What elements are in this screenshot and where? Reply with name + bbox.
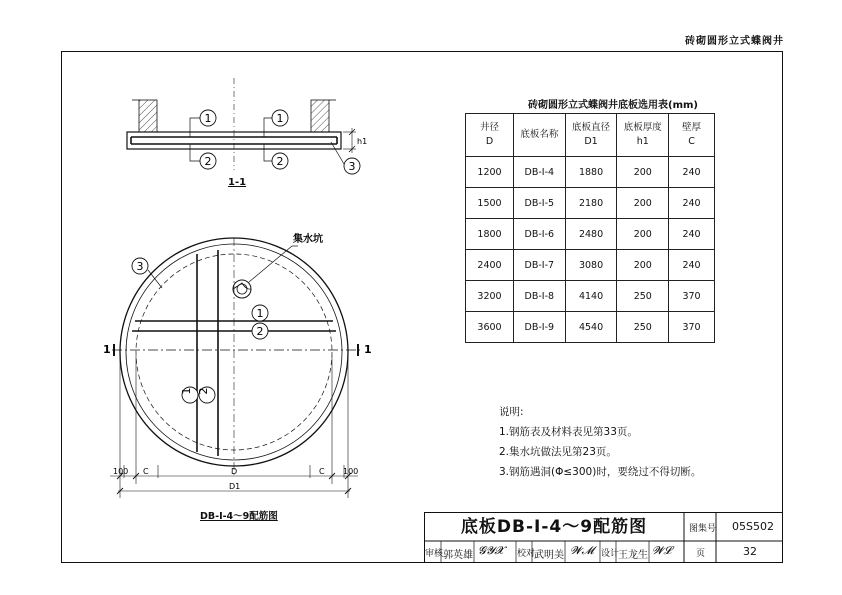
table-cell: 240	[669, 157, 715, 188]
table-cell: 1880	[565, 157, 617, 188]
check-label: 校对	[517, 549, 536, 559]
dim-offset-left: 100	[113, 467, 129, 476]
table-cell: 3600	[466, 312, 514, 343]
dim-d: D	[231, 467, 238, 476]
column-header: 井径 D	[466, 114, 514, 157]
callout-number: 1	[204, 112, 212, 125]
dim-offset-right: 100	[343, 467, 359, 476]
table-cell: 240	[669, 250, 715, 281]
callout-number: 2	[256, 325, 264, 338]
table-cell: 3080	[565, 250, 617, 281]
atlas-number: 05S502	[732, 520, 774, 533]
table-cell: DB-Ⅰ-7	[514, 250, 566, 281]
table-cell: 1800	[466, 219, 514, 250]
table-cell: DB-Ⅰ-8	[514, 281, 566, 312]
table-cell: 200	[617, 250, 669, 281]
table-row	[466, 250, 715, 281]
table-header-row	[466, 114, 715, 157]
dim-c-left: C	[143, 467, 149, 476]
callout-number: 2	[197, 387, 210, 395]
table-cell: 240	[669, 188, 715, 219]
drawing-set-title: 砖砌圆形立式蝶阀井	[685, 36, 784, 47]
plan-reinforcement-view	[103, 232, 372, 498]
checker-signature: 𝓦𝓜	[570, 544, 594, 557]
table-cell: 1200	[466, 157, 514, 188]
cut-mark-right: 1	[364, 343, 372, 356]
slab-thickness-label: h1	[357, 137, 368, 146]
table-cell: 4540	[565, 312, 617, 343]
table-cell: DB-Ⅰ-9	[514, 312, 566, 343]
callout-number: 1	[180, 387, 193, 395]
table-row	[466, 312, 715, 343]
page-label: 页	[696, 549, 706, 559]
checker-name: 武明美	[534, 550, 564, 561]
note-item: 3.钢筋遇洞(Φ≤300)时，要绕过不得切断。	[499, 466, 702, 478]
callout-number: 1	[276, 112, 284, 125]
page-number: 32	[743, 545, 757, 558]
review-label: 审核	[425, 549, 444, 559]
table-row	[466, 188, 715, 219]
table-cell: 2180	[565, 188, 617, 219]
plan-caption: DB-Ⅰ-4～9配筋图	[200, 511, 278, 522]
table-row	[466, 157, 715, 188]
table-cell: 2480	[565, 219, 617, 250]
notes-heading: 说明:	[499, 406, 524, 418]
table-row	[466, 281, 715, 312]
table-cell: 4140	[565, 281, 617, 312]
table-cell: 1500	[466, 188, 514, 219]
table-cell: 370	[669, 312, 715, 343]
column-header: 壁厚 C	[669, 114, 715, 157]
cut-mark-left: 1	[103, 343, 111, 356]
callout-number: 3	[348, 160, 356, 173]
table-cell: 200	[617, 219, 669, 250]
table-cell: 3200	[466, 281, 514, 312]
sheet-title: 底板DB-Ⅰ-4～9配筋图	[460, 517, 648, 537]
column-header: 底板名称	[514, 114, 566, 157]
callout-number: 1	[256, 307, 264, 320]
section-caption: 1-1	[228, 177, 247, 188]
dim-d1: D1	[229, 482, 241, 491]
table-cell: DB-Ⅰ-6	[514, 219, 566, 250]
sump-label: 集水坑	[293, 234, 323, 245]
reviewer-signature: 𝓖𝓨𝓧	[478, 544, 504, 557]
table-cell: 200	[617, 157, 669, 188]
callout-number: 2	[276, 155, 284, 168]
column-header: 底板直径 D1	[565, 114, 617, 157]
table-cell: 2400	[466, 250, 514, 281]
table-cell: DB-Ⅰ-5	[514, 188, 566, 219]
atlas-label: 图集号	[689, 524, 717, 534]
callout-number: 2	[204, 155, 212, 168]
notes-block	[499, 402, 701, 482]
column-header: 底板厚度 h1	[617, 114, 669, 157]
table-cell: 200	[617, 188, 669, 219]
table-cell: DB-Ⅰ-4	[514, 157, 566, 188]
dim-c-right: C	[319, 467, 325, 476]
section-1-1-view	[127, 78, 367, 174]
left-wall-section	[139, 100, 157, 132]
reviewer-name: 郭英雄	[443, 550, 473, 561]
table-title: 砖砌圆形立式蝶阀井底板选用表(mm)	[528, 100, 698, 111]
callout-number: 3	[136, 260, 144, 273]
designer-name: 王龙生	[618, 550, 648, 561]
table-cell: 370	[669, 281, 715, 312]
table-cell: 250	[617, 281, 669, 312]
design-label: 设计	[601, 549, 620, 559]
right-wall-section	[311, 100, 329, 132]
selection-table	[465, 113, 715, 343]
note-item: 1.钢筋表及材料表见第33页。	[499, 426, 638, 438]
note-item: 2.集水坑做法见第23页。	[499, 446, 617, 458]
table-cell: 250	[617, 312, 669, 343]
table-row	[466, 219, 715, 250]
table-cell: 240	[669, 219, 715, 250]
designer-signature: 𝓦𝓛	[652, 544, 672, 557]
